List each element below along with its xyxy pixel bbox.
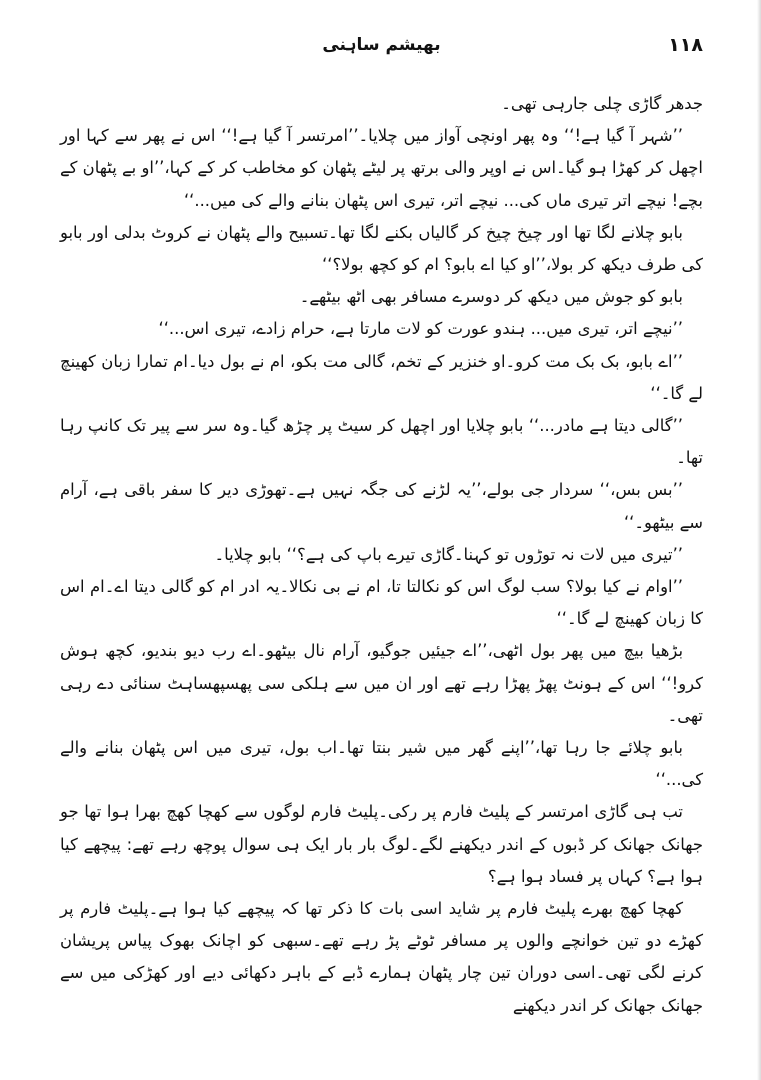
paragraph: بابو چلانے لگا تھا اور چیخ چیخ کر گالیاں بکنے لگا تھا۔تسبیح والے پٹھان نے کروٹ بدلی اور بابو کی طرف دیکھ کر بولا،’’او کیا اے بابو؟ ام کو کچھ بولا؟‘‘ [60,222,703,275]
paragraph: ’’گالی دیتا ہے مادر...‘‘ بابو چلایا اور اچھل کر سیٹ پر چڑھ گیا۔وہ سر سے پیر تک کانپ رہا تھا۔ [60,416,703,468]
paragraph: ’’بس بس،‘‘ سردار جی بولے،’’یہ لڑنے کی جگہ نہیں ہے۔تھوڑی دیر کا سفر باقی ہے، آرام سے بیٹھو۔‘‘ [60,480,703,532]
paragraph: جدھر گاڑی چلی جارہی تھی۔ [501,94,703,113]
page-number: ١١٨ [668,34,703,56]
page-header [60,34,703,68]
paragraph: کھچا کھچ بھرے پلیٹ فارم پر شاید اسی بات کا ذکر تھا کہ پیچھے کیا ہوا ہے۔پلیٹ فارم پر کھڑے دو تین خوانچے والوں پر مسافر ٹوٹے پڑ رہے تھے۔سبھی کو اچانک بھوک پیاس پریشان کرنے لگی تھی۔اسی دوران تین چار پٹھان ہمارے ڈبے کے باہر دکھائی دیے اور کھڑکی میں سے جھانک جھانک کر اندر دیکھنے [60,899,703,1015]
paragraph: بابو چلائے جا رہا تھا،’’اپنے گھر میں شیر بنتا تھا۔اب بول، تیری میں اس پٹھان بنانے والے کی...‘‘ [60,738,703,790]
body-text [60,88,703,1022]
paragraph: بڑھیا بیچ میں پھر بول اٹھی،’’اے جیئیں جوگیو، آرام نال بیٹھو۔اے رب دیو بندیو، کچھ ہوش کرو!‘‘ اس کے ہونٹ پھڑ پھڑا رہے تھے اور ان میں سے ہلکی سی پھسپھساہٹ سنائی دے رہی تھی۔ [60,641,703,725]
running-head-author: بھیشم ساہنی [322,35,441,55]
paragraph: بابو کو جوش میں دیکھ کر دوسرے مسافر بھی اٹھ بیٹھے۔ [299,287,683,307]
paragraph: تب ہی گاڑی امرتسر کے پلیٹ فارم پر رکی۔پلیٹ فارم لوگوں سے کھچا کھچ بھرا ہوا تھا جو جھانک جھانک کر ڈبوں کے اندر دیکھنے لگے۔لوگ بار بار ایک ہی سوال پوچھ رہے تھے: پیچھے کیا ہوا ہے؟ کہاں پر فساد ہوا ہے؟ [60,802,703,886]
paragraph: ’’اوام نے کیا بولا؟ سب لوگ اس کو نکالتا تا، ام نے بی نکالا۔یہ ادر ام کو گالی دیتا اے۔ام اس کا زبان کھینچ لے گا۔‘‘ [60,577,703,629]
paragraph: ’’شہر آ گیا ہے!‘‘ وہ پھر اونچی آواز میں چلایا۔’’امرتسر آ گیا ہے!‘‘ اس نے پھر سے کہا اور اچھل کر کھڑا ہو گیا۔اس نے اوپر والی برتھ پر لیٹے پٹھان کو مخاطب کر کے کہا،’’او بے پٹھان کے بچے! نیچے اتر تیری ماں کی... نیچے اتر، تیری اس پٹھان بنانے والے کی میں...‘‘ [60,126,703,210]
paragraph: ’’تیری میں لات نہ توڑوں تو کہنا۔گاڑی تیرے باپ کی ہے؟‘‘ بابو چلایا۔ [214,544,683,564]
paragraph: ’’اے بابو، بک بک مت کرو۔او خنزیر کے تخم، گالی مت بکو، ام نے بول دیا۔ام تمارا زبان کھینچ لے گا۔‘‘ [60,351,703,403]
scan-edge-shadow [757,0,761,1080]
paragraph: ’’نیچے اتر، تیری میں... ہندو عورت کو لات مارتا ہے، حرام زادے، تیری اس...‘‘ [158,319,683,339]
